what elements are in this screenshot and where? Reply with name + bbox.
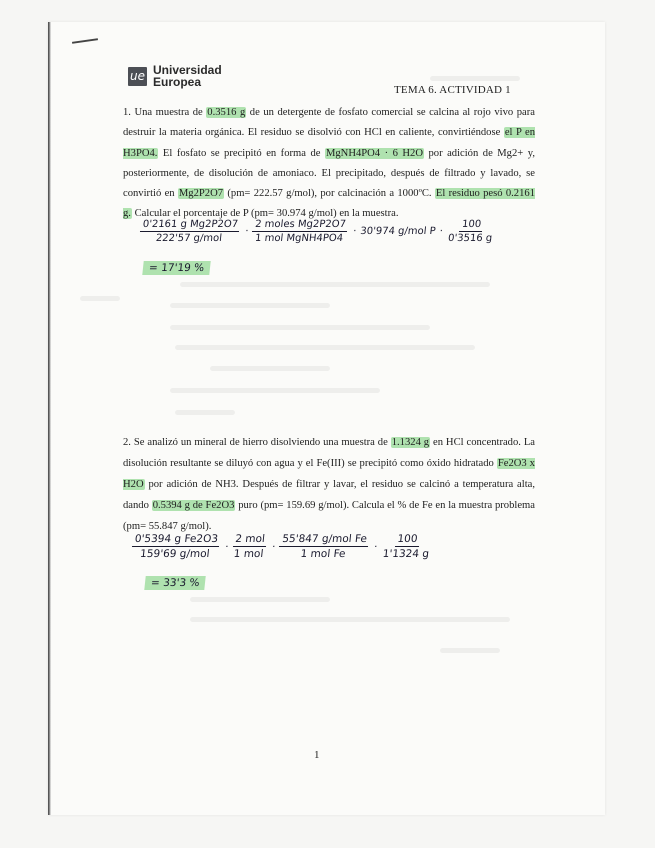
multiply-sign: · — [271, 540, 277, 553]
fraction-numerator: 0'5394 g Fe2O3 — [132, 533, 221, 547]
problem-1-statement — [123, 103, 535, 225]
multiply-sign: · — [373, 540, 379, 553]
fraction — [231, 533, 267, 560]
problem-1-text: El fosfato se precipitó en forma de — [158, 147, 325, 159]
fraction-denominator: 1'1324 g — [382, 548, 430, 560]
fraction — [131, 533, 221, 560]
bleed-through-mark — [180, 282, 490, 287]
fraction-numerator: 0'2161 g Mg2P2O7 — [140, 219, 241, 232]
activity-title: TEMA 6. ACTIVIDAD 1 — [394, 84, 511, 96]
handwritten-calculation-2 — [131, 533, 440, 560]
bleed-through-mark — [170, 388, 380, 393]
problem-1-text: de un detergente de fosfato comercial se calcina al rojo vivo para destruir la materia orgánica. El residuo se disolvió con HCl en caliente, convirtiéndose — [123, 107, 535, 139]
fraction-denominator: 222'57 g/mol — [155, 233, 223, 244]
problem-1-text: 1. Una muestra de — [123, 107, 207, 118]
fraction — [251, 219, 348, 244]
university-logo — [128, 64, 222, 88]
fraction-numerator: 2 mol — [232, 533, 267, 547]
multiply-sign: · — [439, 226, 444, 237]
problem-2-text: puro (pm= 159.69 g/mol). Calcula el % de Fe en la muestra problema (pm= 55.847 g/mol). — [123, 500, 535, 532]
bleed-through-mark — [190, 617, 510, 622]
problem-2-statement — [123, 432, 535, 537]
highlighted-phosphoric-acid: el P en H3PO4. — [123, 127, 535, 159]
handwritten-calculation-1 — [139, 219, 503, 244]
bleed-through-mark — [430, 76, 520, 81]
fraction-denominator: 1 mol Fe — [299, 548, 347, 560]
bleed-through-mark — [440, 648, 500, 653]
fraction-numerator: 100 — [395, 533, 421, 547]
bleed-through-mark — [170, 325, 430, 330]
bleed-through-mark — [175, 410, 235, 415]
bleed-through-mark — [210, 366, 330, 371]
handwritten-result-1: = 17'19 % — [142, 261, 211, 275]
bleed-through-mark — [170, 303, 330, 308]
multiply-sign: · — [352, 226, 357, 237]
logo-wordmark — [153, 64, 222, 88]
problem-1-text: Calcular el porcentaje de P (pm= 30.974 g/mol) en la muestra. — [131, 208, 399, 220]
logo-text-line1: Universidad — [153, 63, 222, 77]
page-number: 1 — [314, 749, 320, 761]
highlighted-pyrophosphate-formula: Mg2P2O7 — [178, 188, 224, 200]
fraction — [445, 219, 496, 244]
atomic-mass-term: 30'974 g/mol P — [359, 226, 437, 237]
fraction-numerator: 100 — [459, 219, 483, 232]
fraction — [380, 533, 433, 560]
problem-2-text: 2. Se analizó un mineral de hierro disolviendo una muestra de — [123, 437, 391, 448]
multiply-sign: · — [244, 226, 249, 237]
fraction-denominator: 1 mol — [233, 548, 264, 560]
highlighted-residue-mass: El residuo pesó 0.2161 g. — [123, 188, 535, 220]
highlighted-oxide-mass: 0.5394 g de Fe2O3 — [152, 500, 235, 511]
fraction — [139, 219, 241, 244]
handwritten-result-2: = 33'3 % — [144, 576, 206, 590]
sheet-edge-shadow — [48, 22, 51, 815]
fraction-numerator: 55'847 g/mol Fe — [279, 533, 369, 547]
problem-1-text: (pm= 222.57 g/mol), por calcinación a 1000ºC. — [224, 188, 435, 200]
ue-logo-icon: ue — [128, 67, 147, 86]
fraction-numerator: 2 moles Mg2P2O7 — [252, 219, 348, 232]
logo-text-line2: Europea — [153, 75, 202, 89]
multiply-sign: · — [224, 540, 230, 553]
fraction-denominator: 1 mol MgNH4PO4 — [254, 233, 344, 244]
bleed-through-mark — [175, 345, 475, 350]
fraction — [278, 533, 370, 560]
bleed-through-mark — [190, 597, 330, 602]
bleed-through-mark — [80, 296, 120, 301]
highlighted-sample-mass: 1.1324 g — [391, 437, 430, 448]
problem-2-text: por adición de NH3. Después de filtrar y lavar, el residuo se calcinó a temperatura alta, dando — [123, 479, 535, 511]
fraction-denominator: 159'69 g/mol — [139, 548, 211, 560]
problem-2-text: en HCl concentrado. La disolución resultante se diluyó con agua y el Fe(III) se precipitó como óxido hidratado — [123, 437, 536, 469]
problem-1-text: por adición de Mg2+ y, posteriormente, de disolución de amoniaco. El precipitado, después de filtrado y lavado, se convirtió en — [123, 147, 535, 200]
highlighted-precipitate-formula: MgNH4PO4 · 6 H2O — [325, 147, 423, 159]
highlighted-sample-mass: 0.3516 g — [207, 107, 246, 118]
fraction-denominator: 0'3516 g — [447, 233, 493, 244]
highlighted-hydrated-oxide: Fe2O3 x H2O — [123, 458, 535, 490]
